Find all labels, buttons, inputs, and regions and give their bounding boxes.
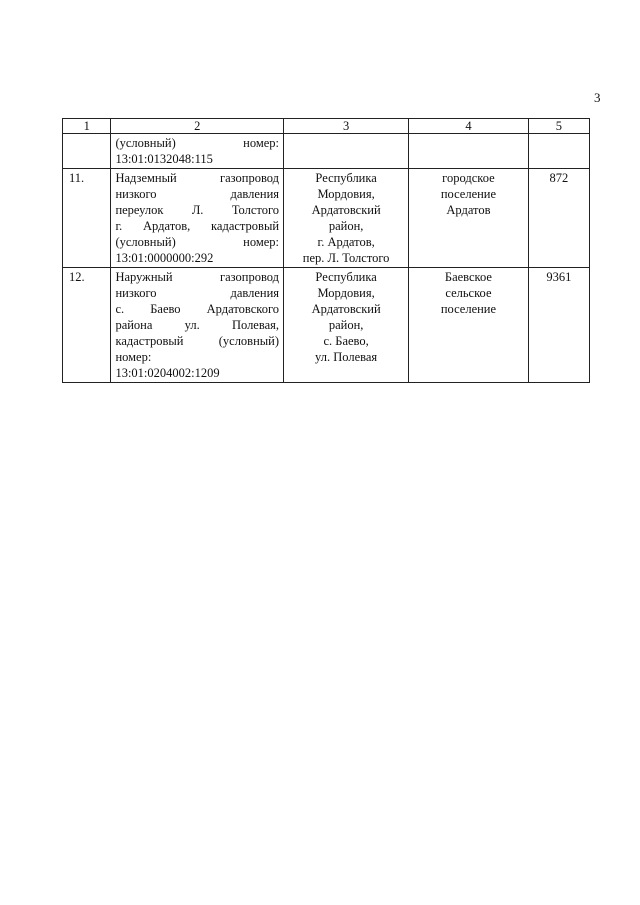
address-line: пер. Л. Толстого xyxy=(302,251,390,265)
address-line: Мордовия, xyxy=(317,187,375,201)
settlement-line: сельское xyxy=(445,286,492,300)
table-row xyxy=(63,169,590,268)
description-line: 13:01:0000000:292 xyxy=(115,251,214,265)
column-header-5: 5 xyxy=(528,119,589,134)
description-line: г. Ардатов, кадастровый xyxy=(115,219,280,233)
object-description-cell xyxy=(111,134,284,169)
settlement-cell xyxy=(409,134,528,169)
address-cell xyxy=(284,169,409,268)
description-line: кадастровый (условный) xyxy=(115,334,280,348)
description-line: низкого давления xyxy=(115,187,280,201)
table-row xyxy=(63,268,590,383)
table-header-row xyxy=(63,119,590,134)
description-line: Наружный газопровод xyxy=(115,270,280,284)
object-description-cell xyxy=(111,268,284,383)
address-line: ул. Полевая xyxy=(315,350,378,364)
area-cell: 9361 xyxy=(528,268,589,383)
description-line: Надземный газопровод xyxy=(115,171,280,185)
address-line: Ардатовский xyxy=(311,302,381,316)
address-cell xyxy=(284,268,409,383)
settlement-line: поселение xyxy=(440,187,497,201)
column-header-2: 2 xyxy=(111,119,284,134)
description-line: с. Баево Ардатовского xyxy=(115,302,280,316)
address-line: район, xyxy=(328,219,364,233)
description-line: низкого давления xyxy=(115,286,280,300)
address-line: Ардатовский xyxy=(311,203,381,217)
description-line: номер: xyxy=(115,350,152,364)
address-line: г. Ардатов, xyxy=(317,235,375,249)
row-number-cell: 12. xyxy=(63,268,111,383)
settlement-cell xyxy=(409,169,528,268)
address-line: район, xyxy=(328,318,364,332)
row-number-cell xyxy=(63,134,111,169)
description-line: (условный) номер: xyxy=(115,235,280,249)
property-table xyxy=(62,118,590,383)
address-line: Республика xyxy=(315,171,377,185)
object-description-cell xyxy=(111,169,284,268)
column-header-1: 1 xyxy=(63,119,111,134)
settlement-line: поселение xyxy=(440,302,497,316)
area-cell: 872 xyxy=(528,169,589,268)
column-header-4: 4 xyxy=(409,119,528,134)
address-line: Республика xyxy=(315,270,377,284)
address-line: с. Баево, xyxy=(323,334,369,348)
description-line: района ул. Полевая, xyxy=(115,318,280,332)
description-line: 13:01:0132048:115 xyxy=(115,152,213,166)
description-line: переулок Л. Толстого xyxy=(115,203,280,217)
settlement-line: городское xyxy=(442,171,495,185)
area-cell xyxy=(528,134,589,169)
table-row-continuation xyxy=(63,134,590,169)
settlement-line: Баевское xyxy=(444,270,492,284)
address-line: Мордовия, xyxy=(317,286,375,300)
address-cell xyxy=(284,134,409,169)
row-number-cell: 11. xyxy=(63,169,111,268)
page-number: 3 xyxy=(594,90,601,105)
description-line: (условный) номер: xyxy=(115,136,280,150)
settlement-cell xyxy=(409,268,528,383)
settlement-line: Ардатов xyxy=(446,203,491,217)
column-header-3: 3 xyxy=(284,119,409,134)
description-line: 13:01:0204002:1209 xyxy=(115,366,220,380)
